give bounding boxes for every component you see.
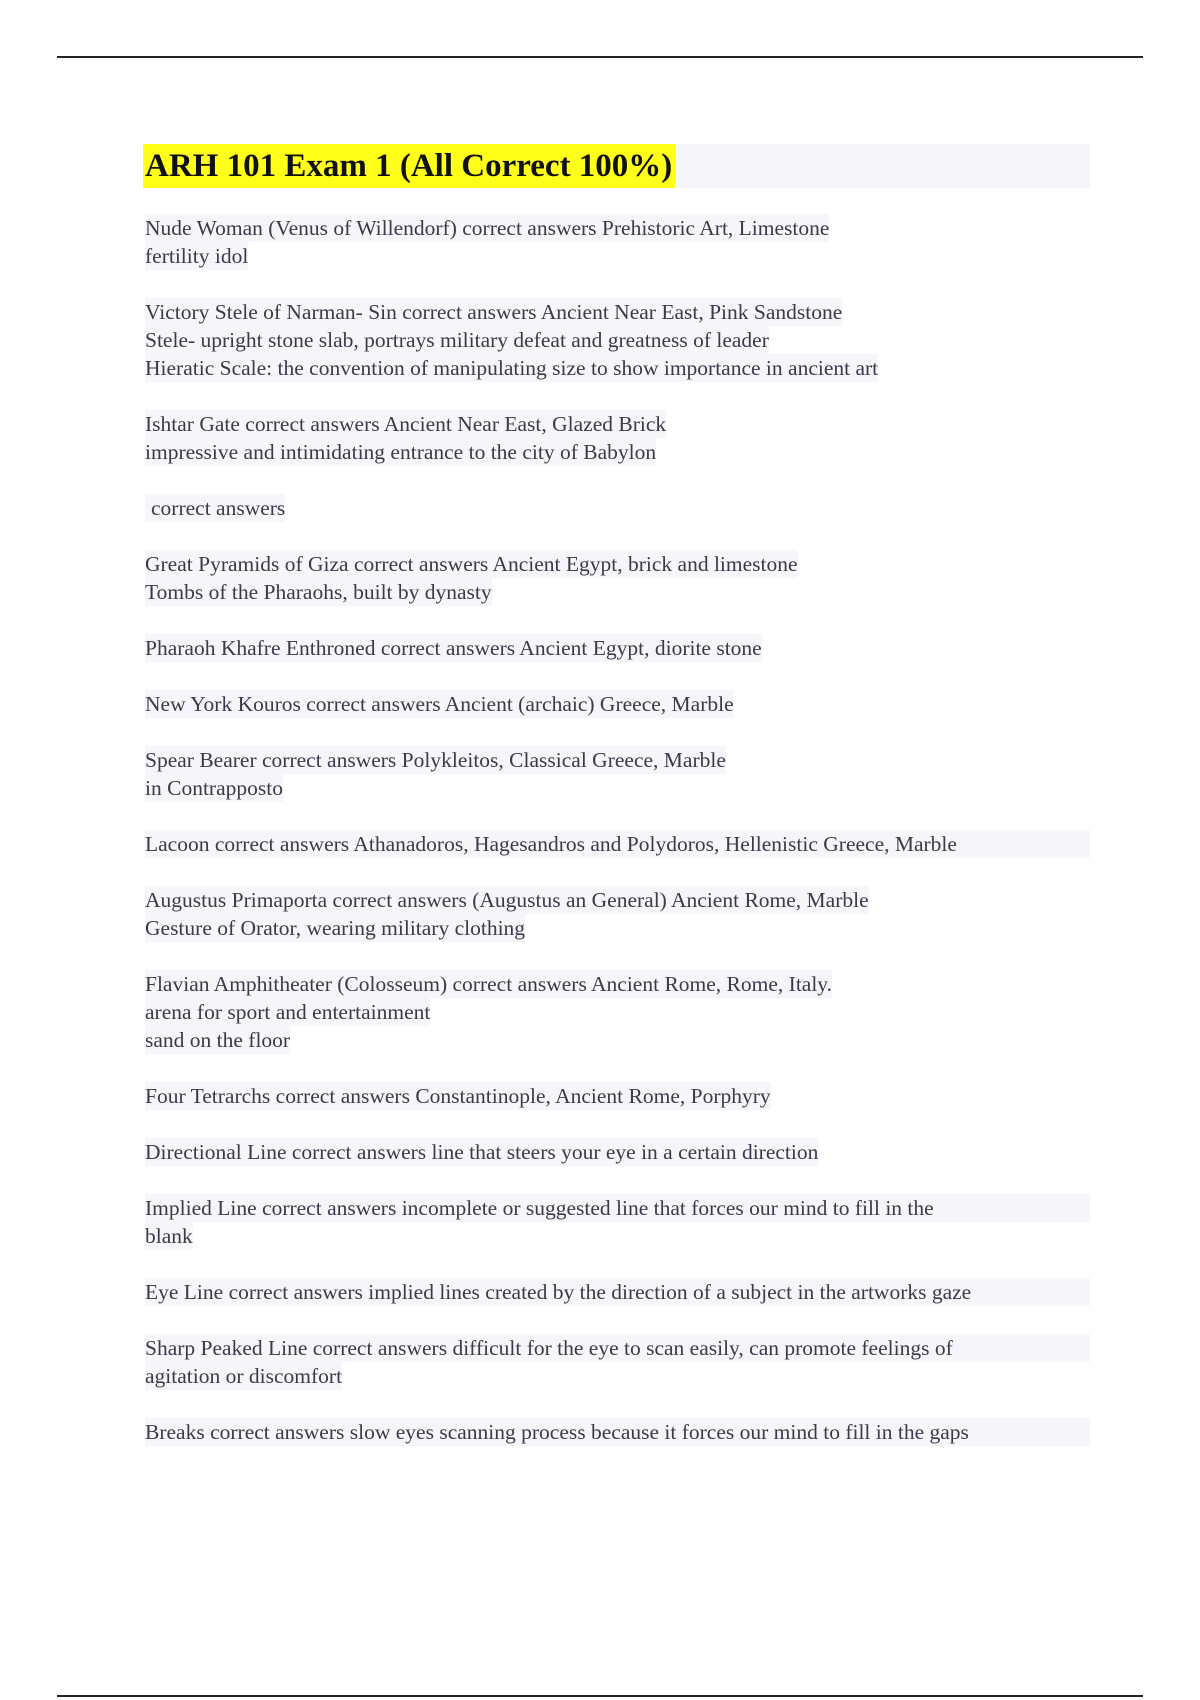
document-body [145, 144, 1090, 1474]
title-band [143, 144, 1090, 188]
entry-line: Stele- upright stone slab, portrays military defeat and greatness of leader [145, 328, 769, 352]
entry [145, 494, 1090, 522]
entry [145, 1194, 1090, 1250]
entry [145, 830, 1090, 858]
entry-line: Spear Bearer correct answers Polykleitos, Classical Greece, Marble [145, 748, 726, 772]
entry-line: Hieratic Scale: the convention of manipulating size to show importance in ancient art [145, 356, 879, 380]
entry-line: Breaks correct answers slow eyes scanning process because it forces our mind to fill in the gaps [145, 1418, 1090, 1446]
entry-line: Directional Line correct answers line that steers your eye in a certain direction [145, 1140, 819, 1164]
entry [145, 1138, 1090, 1166]
entry-line: correct answers [145, 494, 285, 522]
entry [145, 1278, 1090, 1306]
entry-line: Lacoon correct answers Athanadoros, Hagesandros and Polydoros, Hellenistic Greece, Marble [145, 830, 1090, 858]
entry-line: Sharp Peaked Line correct answers difficult for the eye to scan easily, can promote feelings of [145, 1334, 1090, 1362]
entry-line: agitation or discomfort [145, 1364, 343, 1388]
entry-line: Victory Stele of Narman- Sin correct answers Ancient Near East, Pink Sandstone [145, 300, 843, 324]
entry-line: Gesture of Orator, wearing military clothing [145, 916, 526, 940]
entry [145, 550, 1090, 606]
entry [145, 970, 1090, 1054]
entry-line: Augustus Primaporta correct answers (Augustus an General) Ancient Rome, Marble [145, 888, 869, 912]
entry [145, 634, 1090, 662]
bottom-rule [57, 1695, 1143, 1697]
entry [145, 1418, 1090, 1446]
entry-line: Great Pyramids of Giza correct answers Ancient Egypt, brick and limestone [145, 552, 798, 576]
entry [145, 690, 1090, 718]
entry [145, 1334, 1090, 1390]
entry-line: Eye Line correct answers implied lines created by the direction of a subject in the artworks gaze [145, 1278, 1090, 1306]
entry-line: blank [145, 1224, 193, 1248]
entry-line: sand on the floor [145, 1028, 291, 1052]
entry [145, 886, 1090, 942]
document-title: ARH 101 Exam 1 (All Correct 100%) [143, 144, 675, 188]
entry-line: fertility idol [145, 244, 249, 268]
entry [145, 410, 1090, 466]
entry-line: in Contrapposto [145, 776, 283, 800]
entry-line: Tombs of the Pharaohs, built by dynasty [145, 580, 492, 604]
top-rule [57, 56, 1143, 58]
entry-line: Implied Line correct answers incomplete or suggested line that forces our mind to fill in the [145, 1194, 1090, 1222]
entry-line: Pharaoh Khafre Enthroned correct answers Ancient Egypt, diorite stone [145, 636, 762, 660]
entry [145, 746, 1090, 802]
entry [145, 298, 1090, 382]
entry-list [145, 214, 1090, 1446]
entry-line: Four Tetrarchs correct answers Constantinople, Ancient Rome, Porphyry [145, 1084, 771, 1108]
entry-line: impressive and intimidating entrance to the city of Babylon [145, 440, 657, 464]
entry-line: New York Kouros correct answers Ancient (archaic) Greece, Marble [145, 692, 734, 716]
entry-line: arena for sport and entertainment [145, 1000, 431, 1024]
entry [145, 214, 1090, 270]
entry-line: Flavian Amphitheater (Colosseum) correct answers Ancient Rome, Rome, Italy. [145, 972, 833, 996]
entry-line: Nude Woman (Venus of Willendorf) correct answers Prehistoric Art, Limestone [145, 216, 830, 240]
entry [145, 1082, 1090, 1110]
entry-line: Ishtar Gate correct answers Ancient Near East, Glazed Brick [145, 412, 667, 436]
